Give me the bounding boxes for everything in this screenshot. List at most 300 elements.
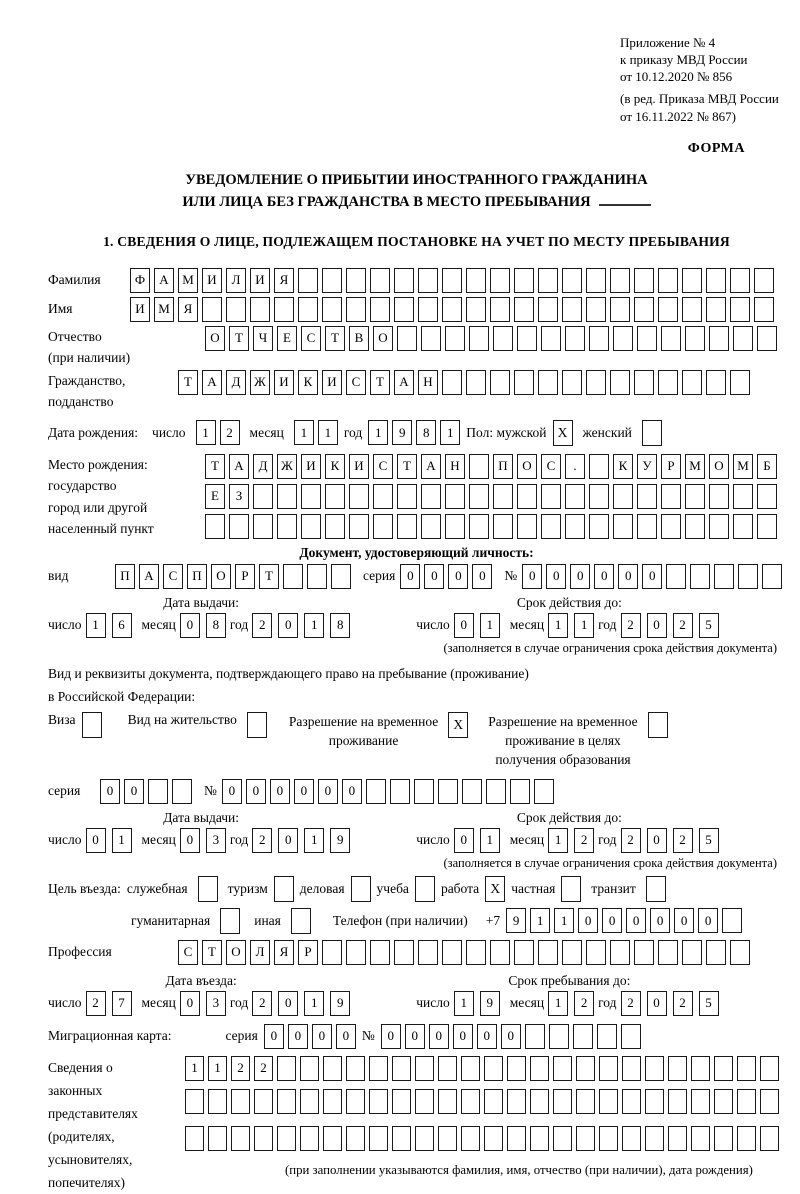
char-box[interactable]: Н — [418, 370, 438, 395]
char-box[interactable]: С — [178, 940, 198, 965]
char-box[interactable] — [415, 1089, 434, 1114]
char-box[interactable] — [466, 370, 486, 395]
char-box[interactable] — [538, 297, 558, 322]
char-box[interactable]: С — [373, 454, 393, 479]
char-box[interactable] — [510, 779, 530, 804]
char-box[interactable] — [517, 326, 537, 351]
char-box[interactable] — [637, 514, 657, 539]
char-box[interactable] — [514, 940, 534, 965]
char-box[interactable] — [322, 268, 342, 293]
char-box[interactable]: М — [685, 454, 705, 479]
char-box[interactable]: К — [325, 454, 345, 479]
char-box[interactable] — [484, 1089, 503, 1114]
char-box[interactable]: 0 — [454, 613, 474, 638]
char-box[interactable]: М — [178, 268, 198, 293]
char-box[interactable]: 0 — [429, 1024, 449, 1049]
char-box[interactable] — [229, 514, 249, 539]
char-box[interactable] — [722, 908, 742, 933]
char-box[interactable] — [517, 484, 537, 509]
char-box[interactable] — [760, 1126, 779, 1151]
char-box[interactable]: 0 — [381, 1024, 401, 1049]
char-box[interactable]: 0 — [594, 564, 614, 589]
char-box[interactable]: П — [493, 454, 513, 479]
char-box[interactable] — [762, 564, 782, 589]
char-box[interactable] — [760, 1089, 779, 1114]
char-box[interactable] — [445, 326, 465, 351]
char-box[interactable] — [634, 370, 654, 395]
char-box[interactable]: 2 — [574, 991, 594, 1016]
char-box[interactable] — [530, 1056, 549, 1081]
char-box[interactable] — [418, 940, 438, 965]
char-box[interactable] — [737, 1126, 756, 1151]
char-box[interactable] — [682, 297, 702, 322]
char-box[interactable]: 3 — [206, 991, 226, 1016]
char-box[interactable] — [507, 1089, 526, 1114]
char-box[interactable]: Т — [370, 370, 390, 395]
char-box[interactable]: С — [163, 564, 183, 589]
char-box[interactable]: 1 — [208, 1056, 227, 1081]
char-box[interactable]: 1 — [304, 613, 324, 638]
char-box[interactable] — [369, 1089, 388, 1114]
char-box[interactable] — [586, 940, 606, 965]
char-box[interactable] — [461, 1089, 480, 1114]
char-box[interactable] — [517, 514, 537, 539]
char-box[interactable] — [645, 1056, 664, 1081]
char-box[interactable]: 8 — [416, 420, 436, 445]
char-box[interactable]: 9 — [330, 991, 350, 1016]
char-box[interactable] — [599, 1089, 618, 1114]
char-box[interactable] — [637, 326, 657, 351]
char-box[interactable]: Я — [178, 297, 198, 322]
char-box[interactable] — [397, 514, 417, 539]
char-box[interactable]: Т — [229, 326, 249, 351]
char-box[interactable] — [589, 326, 609, 351]
char-box[interactable] — [599, 1126, 618, 1151]
char-box[interactable]: 2 — [252, 828, 272, 853]
char-box[interactable] — [445, 514, 465, 539]
char-box[interactable] — [346, 1056, 365, 1081]
char-box[interactable]: 2 — [252, 613, 272, 638]
purpose-business-checkbox[interactable] — [198, 876, 218, 902]
char-box[interactable]: О — [211, 564, 231, 589]
char-box[interactable] — [442, 940, 462, 965]
char-box[interactable]: Т — [202, 940, 222, 965]
char-box[interactable] — [231, 1126, 250, 1151]
char-box[interactable] — [397, 326, 417, 351]
char-box[interactable] — [469, 454, 489, 479]
char-box[interactable]: 1 — [294, 420, 314, 445]
char-box[interactable] — [421, 326, 441, 351]
char-box[interactable] — [415, 1056, 434, 1081]
char-box[interactable] — [322, 297, 342, 322]
char-box[interactable] — [514, 297, 534, 322]
char-box[interactable] — [730, 297, 750, 322]
char-box[interactable] — [709, 484, 729, 509]
char-box[interactable]: 0 — [86, 828, 106, 853]
char-box[interactable] — [148, 779, 168, 804]
char-box[interactable]: 5 — [699, 991, 719, 1016]
char-box[interactable]: 1 — [304, 828, 324, 853]
char-box[interactable] — [668, 1126, 687, 1151]
char-box[interactable] — [277, 484, 297, 509]
char-box[interactable] — [691, 1056, 710, 1081]
char-box[interactable] — [737, 1056, 756, 1081]
char-box[interactable]: С — [301, 326, 321, 351]
char-box[interactable] — [462, 779, 482, 804]
char-box[interactable] — [415, 1126, 434, 1151]
char-box[interactable] — [323, 1126, 342, 1151]
char-box[interactable] — [661, 514, 681, 539]
char-box[interactable] — [325, 514, 345, 539]
char-box[interactable]: Я — [274, 268, 294, 293]
char-box[interactable] — [565, 514, 585, 539]
char-box[interactable]: 0 — [546, 564, 566, 589]
char-box[interactable] — [442, 297, 462, 322]
char-box[interactable]: 0 — [602, 908, 622, 933]
char-box[interactable]: О — [205, 326, 225, 351]
char-box[interactable]: Е — [205, 484, 225, 509]
char-box[interactable]: 0 — [647, 828, 667, 853]
char-box[interactable]: 0 — [264, 1024, 284, 1049]
char-box[interactable]: 2 — [621, 991, 641, 1016]
char-box[interactable] — [738, 564, 758, 589]
char-box[interactable] — [634, 268, 654, 293]
char-box[interactable] — [274, 297, 294, 322]
char-box[interactable] — [573, 1024, 593, 1049]
char-box[interactable]: 1 — [480, 828, 500, 853]
char-box[interactable]: О — [709, 454, 729, 479]
char-box[interactable] — [706, 297, 726, 322]
char-box[interactable]: 0 — [180, 828, 200, 853]
char-box[interactable] — [493, 484, 513, 509]
char-box[interactable] — [541, 484, 561, 509]
char-box[interactable] — [301, 514, 321, 539]
temp-residence-checkbox[interactable]: X — [448, 712, 468, 738]
visa-checkbox[interactable] — [82, 712, 102, 738]
char-box[interactable]: 0 — [472, 564, 492, 589]
char-box[interactable]: 0 — [578, 908, 598, 933]
char-box[interactable]: Р — [235, 564, 255, 589]
char-box[interactable] — [438, 1089, 457, 1114]
char-box[interactable] — [661, 484, 681, 509]
char-box[interactable]: Т — [397, 454, 417, 479]
char-box[interactable] — [737, 1089, 756, 1114]
char-box[interactable]: 0 — [453, 1024, 473, 1049]
char-box[interactable]: 0 — [342, 779, 362, 804]
char-box[interactable] — [730, 370, 750, 395]
char-box[interactable]: 1 — [554, 908, 574, 933]
char-box[interactable] — [250, 297, 270, 322]
char-box[interactable] — [346, 268, 366, 293]
char-box[interactable] — [172, 779, 192, 804]
char-box[interactable] — [634, 297, 654, 322]
char-box[interactable] — [418, 268, 438, 293]
char-box[interactable] — [205, 514, 225, 539]
char-box[interactable] — [622, 1126, 641, 1151]
char-box[interactable]: 0 — [222, 779, 242, 804]
char-box[interactable]: 1 — [548, 828, 568, 853]
char-box[interactable]: 0 — [312, 1024, 332, 1049]
char-box[interactable] — [733, 326, 753, 351]
char-box[interactable]: В — [349, 326, 369, 351]
char-box[interactable]: 0 — [522, 564, 542, 589]
char-box[interactable] — [277, 1089, 296, 1114]
char-box[interactable]: 2 — [673, 613, 693, 638]
char-box[interactable] — [610, 297, 630, 322]
sex-female-checkbox[interactable] — [642, 420, 662, 446]
char-box[interactable]: 9 — [480, 991, 500, 1016]
char-box[interactable] — [346, 940, 366, 965]
char-box[interactable]: 2 — [231, 1056, 250, 1081]
char-box[interactable] — [576, 1056, 595, 1081]
char-box[interactable] — [757, 326, 777, 351]
char-box[interactable] — [461, 1056, 480, 1081]
char-box[interactable] — [507, 1056, 526, 1081]
char-box[interactable] — [610, 268, 630, 293]
char-box[interactable]: 0 — [674, 908, 694, 933]
char-box[interactable] — [622, 1089, 641, 1114]
char-box[interactable] — [438, 1056, 457, 1081]
char-box[interactable]: Л — [226, 268, 246, 293]
char-box[interactable] — [490, 297, 510, 322]
char-box[interactable] — [461, 1126, 480, 1151]
char-box[interactable] — [208, 1126, 227, 1151]
char-box[interactable] — [706, 268, 726, 293]
char-box[interactable]: И — [250, 268, 270, 293]
char-box[interactable]: О — [226, 940, 246, 965]
char-box[interactable]: И — [301, 454, 321, 479]
char-box[interactable] — [549, 1024, 569, 1049]
char-box[interactable]: 0 — [246, 779, 266, 804]
char-box[interactable]: 1 — [574, 613, 594, 638]
char-box[interactable] — [757, 484, 777, 509]
char-box[interactable]: 0 — [698, 908, 718, 933]
char-box[interactable]: Т — [178, 370, 198, 395]
char-box[interactable] — [733, 484, 753, 509]
char-box[interactable] — [682, 370, 702, 395]
char-box[interactable] — [586, 297, 606, 322]
char-box[interactable] — [599, 1056, 618, 1081]
char-box[interactable] — [538, 940, 558, 965]
char-box[interactable]: П — [187, 564, 207, 589]
char-box[interactable]: Д — [226, 370, 246, 395]
char-box[interactable]: А — [421, 454, 441, 479]
char-box[interactable]: А — [139, 564, 159, 589]
purpose-humanitarian-checkbox[interactable] — [220, 908, 240, 934]
char-box[interactable]: 1 — [530, 908, 550, 933]
char-box[interactable]: 0 — [642, 564, 662, 589]
char-box[interactable] — [685, 484, 705, 509]
char-box[interactable] — [565, 484, 585, 509]
char-box[interactable]: 9 — [506, 908, 526, 933]
char-box[interactable]: 2 — [86, 991, 106, 1016]
char-box[interactable] — [466, 268, 486, 293]
char-box[interactable] — [733, 514, 753, 539]
char-box[interactable]: 0 — [318, 779, 338, 804]
char-box[interactable] — [645, 1126, 664, 1151]
char-box[interactable] — [754, 297, 774, 322]
char-box[interactable] — [438, 779, 458, 804]
char-box[interactable] — [202, 297, 222, 322]
char-box[interactable]: Т — [325, 326, 345, 351]
char-box[interactable]: 1 — [304, 991, 324, 1016]
char-box[interactable] — [226, 297, 246, 322]
char-box[interactable]: 0 — [448, 564, 468, 589]
char-box[interactable] — [208, 1089, 227, 1114]
char-box[interactable] — [597, 1024, 617, 1049]
char-box[interactable]: 0 — [278, 828, 298, 853]
char-box[interactable] — [541, 514, 561, 539]
purpose-work-checkbox[interactable]: X — [485, 876, 505, 902]
char-box[interactable] — [621, 1024, 641, 1049]
char-box[interactable] — [514, 370, 534, 395]
char-box[interactable]: Р — [661, 454, 681, 479]
char-box[interactable]: Е — [277, 326, 297, 351]
char-box[interactable] — [370, 268, 390, 293]
char-box[interactable] — [493, 514, 513, 539]
char-box[interactable]: 2 — [673, 828, 693, 853]
char-box[interactable] — [277, 514, 297, 539]
char-box[interactable]: 1 — [480, 613, 500, 638]
char-box[interactable]: С — [541, 454, 561, 479]
char-box[interactable] — [514, 268, 534, 293]
char-box[interactable]: 0 — [124, 779, 144, 804]
char-box[interactable]: 5 — [699, 613, 719, 638]
char-box[interactable] — [277, 1126, 296, 1151]
char-box[interactable] — [490, 940, 510, 965]
char-box[interactable] — [589, 454, 609, 479]
char-box[interactable] — [373, 514, 393, 539]
char-box[interactable]: 8 — [206, 613, 226, 638]
char-box[interactable]: А — [394, 370, 414, 395]
char-box[interactable] — [610, 940, 630, 965]
char-box[interactable] — [486, 779, 506, 804]
char-box[interactable]: 1 — [440, 420, 460, 445]
char-box[interactable] — [553, 1056, 572, 1081]
char-box[interactable] — [323, 1056, 342, 1081]
char-box[interactable] — [254, 1126, 273, 1151]
char-box[interactable]: О — [517, 454, 537, 479]
char-box[interactable]: Я — [274, 940, 294, 965]
char-box[interactable]: 2 — [220, 420, 240, 445]
char-box[interactable]: У — [637, 454, 657, 479]
char-box[interactable]: И — [202, 268, 222, 293]
char-box[interactable]: 6 — [112, 613, 132, 638]
char-box[interactable] — [645, 1089, 664, 1114]
char-box[interactable] — [397, 484, 417, 509]
char-box[interactable]: Н — [445, 454, 465, 479]
char-box[interactable] — [530, 1089, 549, 1114]
char-box[interactable] — [754, 268, 774, 293]
char-box[interactable]: 0 — [650, 908, 670, 933]
char-box[interactable]: 0 — [501, 1024, 521, 1049]
char-box[interactable]: И — [322, 370, 342, 395]
char-box[interactable] — [682, 940, 702, 965]
char-box[interactable] — [346, 1089, 365, 1114]
char-box[interactable] — [469, 326, 489, 351]
char-box[interactable] — [414, 779, 434, 804]
char-box[interactable]: 1 — [548, 991, 568, 1016]
char-box[interactable]: С — [346, 370, 366, 395]
char-box[interactable]: И — [274, 370, 294, 395]
char-box[interactable] — [586, 370, 606, 395]
char-box[interactable] — [530, 1126, 549, 1151]
char-box[interactable] — [298, 297, 318, 322]
char-box[interactable] — [438, 1126, 457, 1151]
char-box[interactable] — [714, 1056, 733, 1081]
char-box[interactable] — [706, 370, 726, 395]
char-box[interactable] — [534, 779, 554, 804]
char-box[interactable] — [661, 326, 681, 351]
char-box[interactable] — [541, 326, 561, 351]
char-box[interactable] — [658, 297, 678, 322]
char-box[interactable]: Л — [250, 940, 270, 965]
char-box[interactable] — [634, 940, 654, 965]
char-box[interactable] — [562, 370, 582, 395]
char-box[interactable]: 1 — [318, 420, 338, 445]
char-box[interactable]: 0 — [405, 1024, 425, 1049]
purpose-private-checkbox[interactable] — [561, 876, 581, 902]
char-box[interactable] — [346, 297, 366, 322]
char-box[interactable] — [637, 484, 657, 509]
char-box[interactable] — [553, 1126, 572, 1151]
char-box[interactable] — [322, 940, 342, 965]
char-box[interactable] — [325, 484, 345, 509]
char-box[interactable] — [301, 484, 321, 509]
char-box[interactable]: 9 — [330, 828, 350, 853]
char-box[interactable]: 0 — [278, 613, 298, 638]
char-box[interactable] — [392, 1126, 411, 1151]
char-box[interactable]: Ф — [130, 268, 150, 293]
char-box[interactable]: 0 — [424, 564, 444, 589]
char-box[interactable]: Ч — [253, 326, 273, 351]
char-box[interactable] — [685, 326, 705, 351]
char-box[interactable] — [300, 1126, 319, 1151]
char-box[interactable] — [658, 370, 678, 395]
char-box[interactable]: 1 — [86, 613, 106, 638]
char-box[interactable] — [714, 1089, 733, 1114]
purpose-study-checkbox[interactable] — [415, 876, 435, 902]
char-box[interactable] — [685, 514, 705, 539]
char-box[interactable]: А — [154, 268, 174, 293]
purpose-other-checkbox[interactable] — [291, 908, 311, 934]
char-box[interactable] — [507, 1126, 526, 1151]
char-box[interactable] — [730, 940, 750, 965]
char-box[interactable]: 5 — [699, 828, 719, 853]
temp-residence-edu-checkbox[interactable] — [648, 712, 668, 738]
char-box[interactable] — [349, 484, 369, 509]
char-box[interactable]: А — [202, 370, 222, 395]
char-box[interactable]: 0 — [294, 779, 314, 804]
char-box[interactable]: 3 — [206, 828, 226, 853]
purpose-commercial-checkbox[interactable] — [351, 876, 371, 902]
char-box[interactable]: 0 — [270, 779, 290, 804]
char-box[interactable]: К — [613, 454, 633, 479]
char-box[interactable] — [490, 268, 510, 293]
char-box[interactable] — [394, 940, 414, 965]
char-box[interactable]: М — [733, 454, 753, 479]
char-box[interactable]: 0 — [180, 991, 200, 1016]
char-box[interactable] — [714, 1126, 733, 1151]
char-box[interactable]: П — [115, 564, 135, 589]
char-box[interactable] — [300, 1056, 319, 1081]
char-box[interactable]: Ж — [250, 370, 270, 395]
char-box[interactable] — [613, 484, 633, 509]
char-box[interactable] — [553, 1089, 572, 1114]
char-box[interactable] — [562, 268, 582, 293]
char-box[interactable] — [469, 514, 489, 539]
char-box[interactable] — [442, 268, 462, 293]
